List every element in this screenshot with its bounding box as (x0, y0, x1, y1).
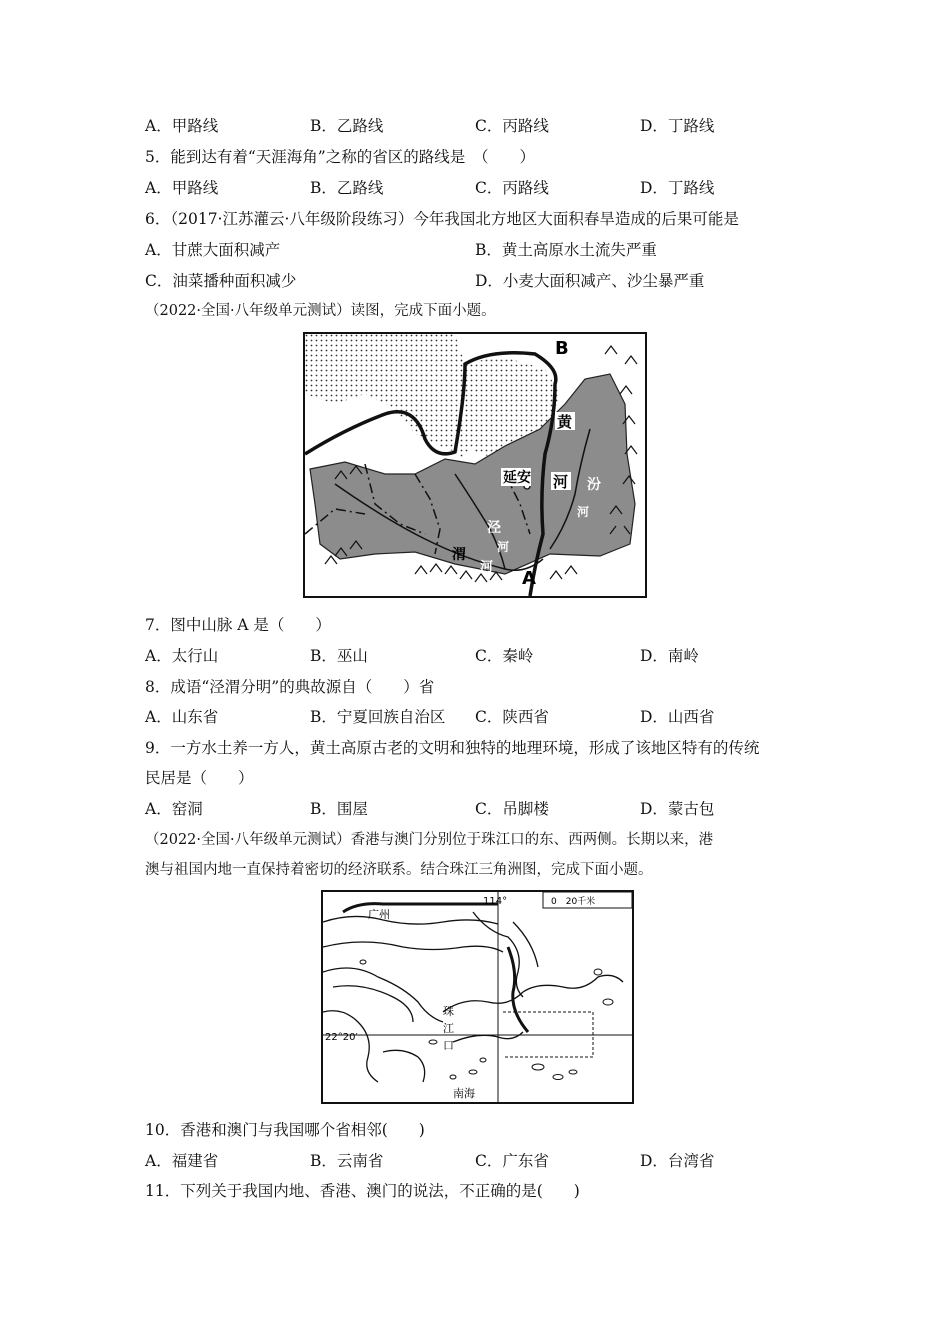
q5-option-a: A．甲路线 (145, 179, 219, 197)
q4-option-d: D．丁路线 (640, 117, 715, 135)
label-latitude: 22°20′ (325, 1032, 358, 1043)
label-a: A (522, 568, 536, 589)
q9-option-a: A．窑洞 (145, 800, 203, 818)
q8-option-a: A．山东省 (145, 708, 219, 726)
q5-option-c: C．丙路线 (475, 179, 549, 197)
q9-option-d: D．蒙古包 (640, 800, 715, 818)
label-huang: 黄 (557, 413, 573, 431)
pearl-river-delta-map (321, 890, 634, 1104)
q9-option-b: B．围屋 (310, 800, 368, 818)
q10-option-d: D．台湾省 (640, 1152, 715, 1170)
q4-option-a: A．甲路线 (145, 117, 219, 135)
label-wei-he: 河 (480, 560, 494, 575)
label-scale: 0 20千米 (551, 897, 596, 907)
q5-option-d: D．丁路线 (640, 179, 715, 197)
label-yanan: 延安 (503, 470, 531, 486)
label-jing-he: 河 (497, 540, 510, 554)
q6-option-a: A．甘蔗大面积减产 (145, 241, 281, 259)
label-b: B (555, 338, 569, 359)
q7-option-b: B．巫山 (310, 647, 368, 665)
q6-option-b: B．黄土高原水土流失严重 (475, 241, 657, 259)
q6-stem: 6．（2017·江苏灌云·八年级阶段练习）今年我国北方地区大面积春旱造成的后果可能是 (145, 210, 739, 228)
q4-option-c: C．丙路线 (475, 117, 549, 135)
label-wei: 渭 (452, 547, 466, 563)
q7-option-a: A．太行山 (145, 647, 219, 665)
q7-stem: 7．图中山脉 A 是（ ） (145, 616, 331, 634)
label-fen: 汾 (587, 477, 601, 493)
group-intro-pearl-river-line2: 澳与祖国内地一直保持着密切的经济联系。结合珠江三角洲图，完成下面小题。 (145, 862, 653, 878)
q8-stem: 8．成语“泾渭分明”的典故源自（ ）省 (145, 678, 435, 696)
label-zhu: 珠 (443, 1005, 454, 1018)
q9-stem-line1: 9．一方水土养一方人，黄土高原古老的文明和独特的地理环境，形成了该地区特有的传统 (145, 739, 760, 757)
q10-option-c: C．广东省 (475, 1152, 549, 1170)
group-intro-pearl-river-line1: （2022·全国·八年级单元测试）香港与澳门分别位于珠江口的东、西两侧。长期以来，港 (145, 832, 714, 848)
q9-option-c: C．吊脚楼 (475, 800, 549, 818)
q7-option-c: C．秦岭 (475, 647, 534, 665)
label-longitude: 114° (483, 896, 508, 907)
loess-plateau-map (303, 332, 647, 598)
q10-option-b: B．云南省 (310, 1152, 384, 1170)
q8-option-c: C．陕西省 (475, 708, 549, 726)
q11-stem: 11．下列关于我国内地、香港、澳门的说法，不正确的是( ) (145, 1182, 580, 1200)
islands (360, 960, 613, 1080)
q8-option-b: B．宁夏回族自治区 (310, 708, 446, 726)
label-jing: 泾 (487, 520, 501, 536)
label-fen-he: 河 (577, 505, 590, 519)
q8-option-d: D．山西省 (640, 708, 715, 726)
q10-option-a: A．福建省 (145, 1152, 219, 1170)
q10-stem: 10．香港和澳门与我国哪个省相邻( ) (145, 1121, 425, 1139)
label-jiang: 江 (443, 1022, 454, 1035)
q5-option-b: B．乙路线 (310, 179, 384, 197)
label-nanhai: 南海 (453, 1087, 475, 1100)
label-kou: 口 (443, 1039, 454, 1052)
q6-option-c: C．油菜播种面积减少 (145, 272, 297, 290)
q9-stem-line2: 民居是（ ） (145, 769, 254, 787)
q4-option-b: B．乙路线 (310, 117, 384, 135)
label-he: 河 (553, 473, 569, 491)
label-guangzhou: 广州 (368, 908, 390, 921)
group-intro-loess: （2022·全国·八年级单元测试）读图，完成下面小题。 (145, 303, 496, 319)
q7-option-d: D．南岭 (640, 647, 699, 665)
q5-stem: 5．能到达有着“天涯海角”之称的省区的路线是 （ ） (145, 148, 535, 166)
q6-option-d: D．小麦大面积减产、沙尘暴严重 (475, 272, 705, 290)
